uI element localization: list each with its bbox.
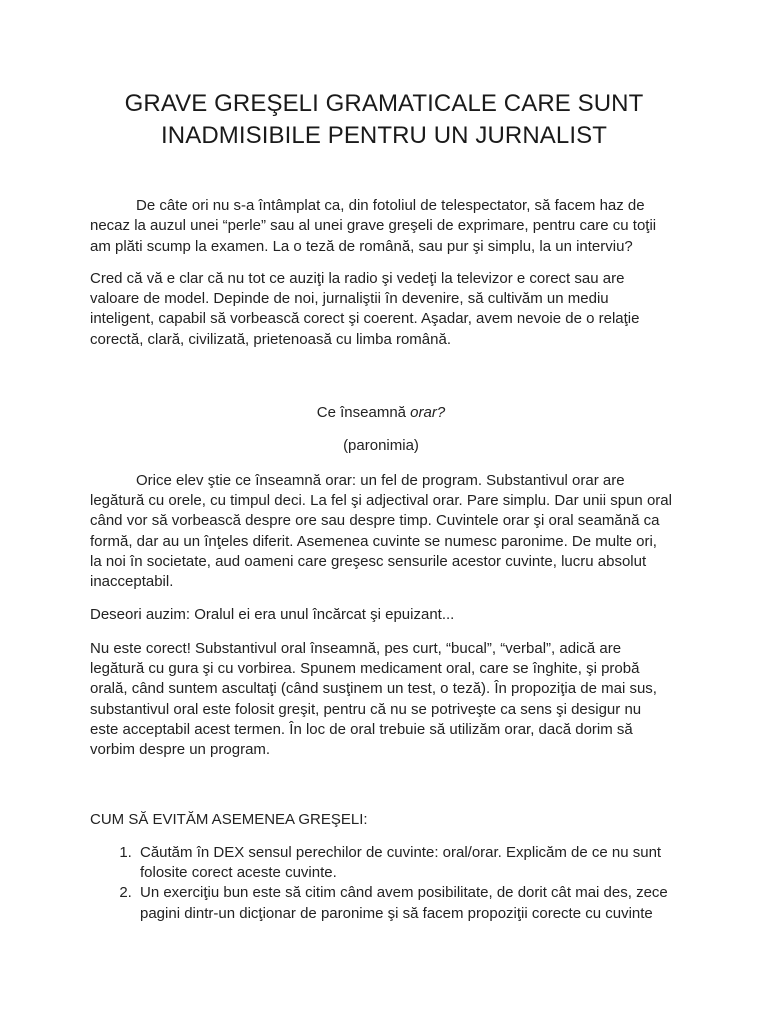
document-title (90, 88, 672, 152)
explanation-paragraph: Nu este corect! Substantivul oral înseamnă, pes curt, “bucal”, “verbal”, adică are legătură cu gura şi cu vorbirea. Spunem medicament oral, care se înghite, şi probă orală, când suntem ascultaţi (când susţinem un test, o teză). În propoziţia de mai sus, substantivul oral este folosit greşit, pentru că nu se potriveşte ca sens şi desigur nu este acceptabil acest termen. În loc de oral trebuie să utilizăm orar, dacă dorim să vorbim despre un program. (90, 639, 657, 759)
subheading-prefix: Ce înseamnă (316, 404, 411, 422)
second-paragraph: Cred că vă e clar că nu tot ce auziţi la radio şi vedeţi la televizor e corect sau are valoare de model. Depinde de noi, jurnaliştii în devenire, să cultivăm un mediu inteligent, capabil să vorbească corect şi coerent. Aşadar, avem nevoie de o relaţie corectă, clară, civilizată, prietenoasă cu limba română. (90, 269, 640, 348)
example-paragraph: Deseori auzim: Oralul ei era unul încărcat şi epuizant... (90, 606, 455, 624)
section-heading: CUM SĂ EVITĂM ASEMENEA GREŞELI: (90, 810, 368, 828)
subheading-term: orar? (410, 404, 446, 422)
orar-paragraph: Orice elev ştie ce înseamnă orar: un fel de program. Substantivul orar are legătură cu orele, cu timpul deci. La fel şi adjectival orar. Pare simplu. Dar unii spun oral când vor să vorbească despre ore sau despre timp. Cuvintele orar şi oral seamănă ca formă, dar au un înţeles diferit. Asemenea cuvinte se numesc paronime. De multe ori, la noi în societate, aud oameni care greşesc sensurile acestor cuvinte, lucru absolut inacceptabil. (90, 471, 672, 591)
subheading (90, 403, 672, 423)
title-line-1: GRAVE GREŞELI GRAMATICALE CARE SUNT (124, 90, 644, 117)
list-item: 1. Căutăm în DEX sensul perechilor de cuvinte: oral/orar. Explicăm de ce nu sunt folosite corect aceste cuvinte. (136, 843, 672, 884)
title-line-2: INADMISIBILE PENTRU UN JURNALIST (161, 122, 607, 149)
subheading-note: (paronimia) (343, 437, 419, 455)
tips-list (90, 843, 672, 924)
list-item: 2. Un exerciţiu bun este să citim când avem posibilitate, de dorit cât mai des, zece pagini dintr-un dicţionar de paronime şi să facem propoziţii corecte cu cuvinte (136, 883, 672, 924)
intro-paragraph: De câte ori nu s-a întâmplat ca, din fotoliul de telespectator, să facem haz de necaz la auzul unei “perle” sau al unei grave greşeli de exprimare, pentru care cu toţii am plăti scump la examen. La o teză de română, sau pur şi simplu, la un interviu? (90, 197, 657, 255)
